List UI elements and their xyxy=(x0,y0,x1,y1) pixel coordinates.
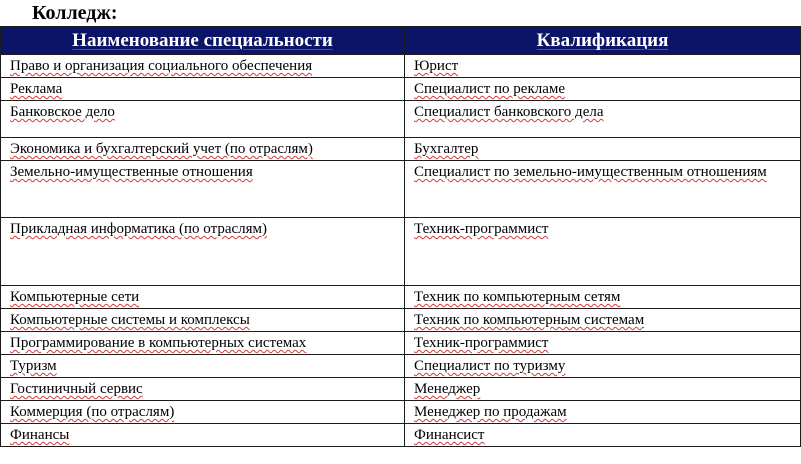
table-row xyxy=(1,424,801,447)
specialty-cell: Банковское дело xyxy=(1,101,405,138)
specialty-cell: Гостиничный сервис xyxy=(1,378,405,401)
table-row xyxy=(1,101,801,138)
qualification-cell: Специалист по рекламе xyxy=(405,78,801,101)
specialty-cell: Право и организация социального обеспечения xyxy=(1,55,405,78)
qualification-cell: Техник-программист xyxy=(405,332,801,355)
table-row xyxy=(1,78,801,101)
table-row xyxy=(1,401,801,424)
specialty-cell: Компьютерные системы и комплексы xyxy=(1,309,405,332)
table-row xyxy=(1,355,801,378)
table-row xyxy=(1,332,801,355)
qualification-cell: Техник по компьютерным системам xyxy=(405,309,801,332)
table-header-row xyxy=(1,27,801,55)
specialty-cell: Прикладная информатика (по отраслям) xyxy=(1,218,405,286)
qualification-cell: Финансист xyxy=(405,424,801,447)
table-row xyxy=(1,161,801,218)
specialty-cell: Финансы xyxy=(1,424,405,447)
specialty-cell: Коммерция (по отраслям) xyxy=(1,401,405,424)
table-row xyxy=(1,286,801,309)
specialty-cell: Реклама xyxy=(1,78,405,101)
table-row xyxy=(1,378,801,401)
specialties-table xyxy=(0,26,801,447)
table-row xyxy=(1,218,801,286)
qualification-cell: Менеджер по продажам xyxy=(405,401,801,424)
specialty-cell: Программирование в компьютерных системах xyxy=(1,332,405,355)
qualification-cell: Юрист xyxy=(405,55,801,78)
qualification-cell: Техник-программист xyxy=(405,218,801,286)
table-row xyxy=(1,138,801,161)
specialty-cell: Компьютерные сети xyxy=(1,286,405,309)
qualification-cell: Специалист по земельно-имущественным отношениям xyxy=(405,161,801,218)
qualification-cell: Специалист банковского дела xyxy=(405,101,801,138)
page-heading: Колледж: xyxy=(32,2,118,24)
qualification-cell: Бухгалтер xyxy=(405,138,801,161)
table-row xyxy=(1,55,801,78)
header-qualification: Квалификация xyxy=(405,27,801,55)
qualification-cell: Техник по компьютерным сетям xyxy=(405,286,801,309)
specialty-cell: Земельно-имущественные отношения xyxy=(1,161,405,218)
header-specialty: Наименование специальности xyxy=(1,27,405,55)
specialty-cell: Экономика и бухгалтерский учет (по отраслям) xyxy=(1,138,405,161)
specialty-cell: Туризм xyxy=(1,355,405,378)
table-row xyxy=(1,309,801,332)
qualification-cell: Менеджер xyxy=(405,378,801,401)
qualification-cell: Специалист по туризму xyxy=(405,355,801,378)
